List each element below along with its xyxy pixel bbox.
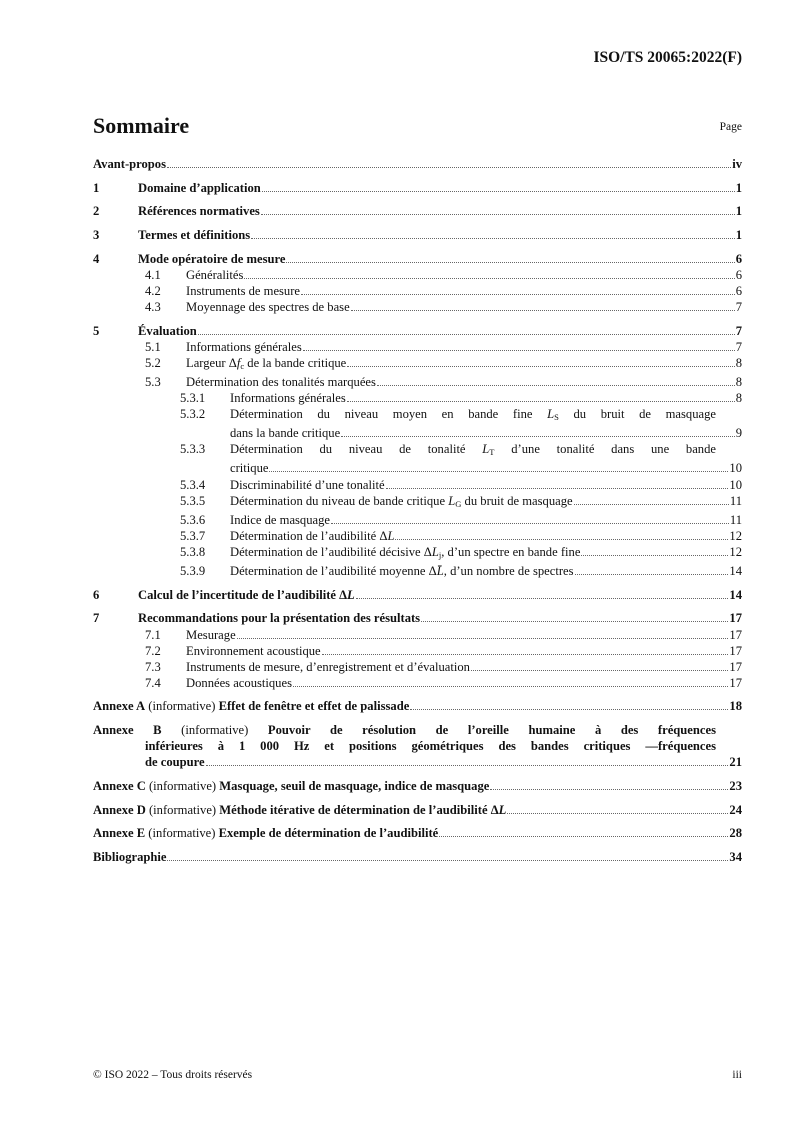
toc-entry-number: 5.1: [145, 339, 161, 354]
toc-entry[interactable]: [93, 323, 742, 339]
toc-entry[interactable]: [93, 849, 742, 865]
toc-entry-number: 5: [93, 323, 100, 338]
toc-entry-title: [186, 374, 376, 390]
title-text: Détermination des tonalités marquées: [186, 375, 376, 389]
toc-entry[interactable]: [93, 659, 742, 675]
toc-entry-title: [145, 754, 205, 770]
dot-leader: [331, 523, 729, 524]
dot-leader: [301, 294, 735, 295]
dot-leader: [421, 621, 728, 622]
toc-entry[interactable]: [93, 610, 742, 626]
toc-entry[interactable]: [93, 227, 742, 243]
math-symbol: L: [498, 802, 507, 817]
footer-copyright: © ISO 2022 – Tous droits réservés: [93, 1069, 253, 1081]
toc-entry[interactable]: [93, 374, 742, 390]
dot-leader: [251, 238, 735, 239]
toc-page-number: 1: [735, 204, 742, 219]
title-text: Avant-propos: [93, 157, 167, 171]
toc-page-number: 17: [729, 611, 742, 626]
toc-entry-title: [230, 528, 394, 544]
table-of-contents: [93, 156, 742, 865]
toc-page-number: 9: [735, 426, 742, 441]
math-symbol: L: [482, 442, 490, 457]
document-id: ISO/TS 20065:2022(F): [593, 49, 742, 66]
toc-entry-number: 5.3: [145, 375, 161, 389]
math-subscript: c: [240, 360, 245, 371]
title-text: du bruit de masquage: [461, 493, 573, 508]
title-text: Discriminabilité d’une tonalité: [230, 477, 385, 492]
toc-entry-number: 5.3.8: [180, 544, 206, 559]
title-text: du bruit de masquage: [558, 407, 716, 422]
dot-leader: [262, 191, 735, 192]
toc-page-number: 6: [735, 267, 742, 282]
math-symbol: L: [387, 528, 395, 543]
title-text: Détermination du niveau moyen en bande fine: [230, 407, 548, 422]
toc-entry[interactable]: [93, 722, 742, 770]
title-text: Exemple de détermination de l’audibilité: [218, 826, 439, 841]
dot-leader: [581, 555, 728, 556]
title-text: de la bande critique: [244, 355, 347, 370]
toc-entry-title: [186, 659, 470, 675]
toc-entry-title: [138, 180, 261, 196]
toc-entry-number: 4.1: [145, 267, 161, 282]
dot-leader: [351, 310, 735, 311]
toc-page-number: 10: [729, 461, 742, 476]
toc-entry-title: [230, 512, 330, 528]
toc-page-number: 7: [735, 339, 742, 354]
toc-entry-number: 5.3.3: [180, 442, 206, 457]
toc-entry-title: [145, 739, 716, 753]
title-text: Pouvoir de résolution de l’oreille humaine à des fréquences: [267, 723, 716, 738]
title-text: Informations générales: [230, 391, 346, 406]
toc-entry-title: [186, 355, 346, 374]
toc-entry[interactable]: [93, 441, 742, 476]
toc-entry-number: 5.3.7: [180, 528, 206, 543]
title-text: Mode opératoire de mesure: [138, 251, 286, 266]
toc-entry-title: [93, 698, 409, 714]
toc-entry-number: 5.3.4: [180, 477, 206, 492]
title-text: Détermination de l’audibilité moyenne Δ: [230, 564, 437, 579]
dot-leader: [322, 654, 729, 655]
dot-leader: [574, 504, 729, 505]
toc-page-number: 28: [729, 826, 742, 841]
toc-entry-title: [93, 723, 716, 737]
toc-entry-number: 5.2: [145, 355, 161, 370]
toc-entry-number: 5.3.2: [180, 407, 206, 422]
annex-label: Annexe A: [93, 699, 146, 714]
dot-leader: [198, 334, 735, 335]
toc-entry-number: 7.2: [145, 643, 161, 658]
title-text: Mesurage: [186, 627, 236, 642]
toc-entry[interactable]: [93, 355, 742, 374]
toc-entry-number: 7: [93, 611, 100, 626]
annex-type: (informative): [161, 723, 268, 738]
toc-entry-title: [93, 156, 166, 172]
toc-page-number: 1: [735, 228, 742, 243]
toc-page-number: 14: [729, 587, 742, 602]
title-text: Instruments de mesure: [186, 283, 301, 298]
toc-entry[interactable]: [93, 512, 742, 528]
toc-entry-title: [93, 778, 489, 794]
dot-leader: [439, 836, 728, 837]
toc-page-number: 23: [729, 779, 742, 794]
annex-label: Annexe E: [93, 826, 146, 841]
toc-entry-title: [230, 477, 385, 493]
math-symbol: L: [547, 407, 555, 422]
title-text: Évaluation: [138, 323, 197, 338]
toc-page-number: 17: [729, 659, 742, 674]
annex-type: (informative): [145, 802, 220, 817]
toc-page-number: 8: [735, 391, 742, 406]
math-subscript: j: [438, 549, 442, 560]
toc-entry-title: [230, 407, 716, 421]
title-text: Effet de fenêtre et effet de palissade: [218, 699, 410, 714]
dot-leader: [167, 167, 731, 168]
toc-page-number: 12: [729, 544, 742, 559]
toc-entry-title: [186, 675, 292, 691]
toc-entry-title: [230, 563, 574, 579]
toc-page-number: 1: [735, 180, 742, 195]
toc-entry[interactable]: [93, 493, 742, 512]
toc-entry-title: [186, 627, 236, 643]
toc-entry-title: [186, 283, 300, 299]
toc-entry[interactable]: [93, 156, 742, 172]
title-text: de coupure: [145, 755, 205, 770]
toc-entry[interactable]: [93, 528, 742, 544]
toc-page-number: 10: [729, 477, 742, 492]
toc-entry[interactable]: [93, 587, 742, 603]
toc-entry[interactable]: [93, 299, 742, 315]
dot-leader: [206, 765, 729, 766]
page-title: Sommaire: [93, 113, 190, 138]
toc-entry[interactable]: [93, 825, 742, 841]
math-symbol: L: [448, 493, 456, 508]
toc-entry-title: [138, 587, 355, 603]
toc-entry-number: 5.3.1: [180, 391, 206, 406]
dot-leader: [347, 366, 734, 367]
toc-page-number: 21: [729, 755, 742, 770]
toc-entry-number: 4: [93, 251, 100, 266]
toc-entry[interactable]: [93, 203, 742, 219]
dot-leader: [507, 813, 728, 814]
dot-leader: [410, 709, 728, 710]
toc-entry-number: 5.3.9: [180, 564, 206, 579]
title-text: dans la bande critique: [230, 426, 341, 441]
page-column-label: Page: [719, 121, 742, 133]
toc-entry-number: 6: [93, 587, 100, 602]
toc-entry-title: [186, 267, 243, 283]
toc-page-number: 8: [735, 355, 742, 370]
title-text: Termes et définitions: [138, 228, 251, 243]
toc-entry-title: [138, 203, 260, 219]
toc-page-number: 11: [729, 512, 742, 527]
toc-page-number: 24: [729, 802, 742, 817]
toc-page-number: 18: [729, 699, 742, 714]
math-subscript: T: [489, 447, 495, 458]
dot-leader: [341, 436, 735, 437]
toc-entry-title: [93, 849, 166, 865]
title-text: d’une tonalité dans une bande: [494, 442, 716, 457]
dot-leader: [261, 214, 735, 215]
toc-entry[interactable]: [93, 675, 742, 691]
toc-entry-number: 4.2: [145, 283, 161, 298]
toc-entry-title: [230, 390, 346, 406]
toc-entry-title: [93, 802, 506, 818]
toc-entry[interactable]: [93, 544, 742, 563]
title-text: Détermination de l’audibilité Δ: [230, 528, 388, 543]
math-symbol: f: [236, 355, 241, 370]
toc-page-number: 17: [729, 675, 742, 690]
title-text: critique: [230, 461, 269, 476]
title-text: Instruments de mesure, d’enregistrement et d’évaluation: [186, 659, 470, 674]
title-text: Références normatives: [138, 204, 260, 219]
toc-entry[interactable]: [93, 563, 742, 579]
toc-entry-title: [230, 425, 340, 441]
footer-page-number: iii: [732, 1069, 742, 1081]
toc-entry-title: [230, 442, 716, 456]
dot-leader: [395, 539, 728, 540]
toc-entry[interactable]: [93, 643, 742, 659]
math-subscript: S: [554, 412, 559, 423]
toc-entry[interactable]: [93, 390, 742, 406]
dot-leader: [575, 574, 729, 575]
toc-entry-title: [186, 339, 302, 355]
toc-entry[interactable]: [93, 267, 742, 283]
dot-leader: [237, 638, 729, 639]
title-text: inférieures à 1 000 Hz et positions géométriques des bandes critiques —fréquences: [145, 739, 716, 754]
title-text: Données acoustiques: [186, 675, 292, 690]
toc-entry[interactable]: [93, 477, 742, 493]
dot-leader: [303, 350, 735, 351]
dot-leader: [356, 598, 729, 599]
annex-type: (informative): [145, 699, 219, 714]
toc-page-number: 7: [735, 300, 742, 315]
title-text: Généralités: [186, 267, 244, 282]
toc-entry-title: [230, 493, 573, 512]
title-text: Détermination de l’audibilité décisive Δ: [230, 544, 432, 559]
toc-entry-title: [230, 544, 580, 563]
toc-entry[interactable]: [93, 251, 742, 267]
toc-page-number: 34: [729, 850, 742, 865]
dot-leader: [347, 401, 735, 402]
title-text: Bibliographie: [93, 850, 167, 865]
toc-page-number: 7: [735, 323, 742, 338]
toc-entry-title: [186, 299, 350, 315]
title-text: Environnement acoustique: [186, 643, 321, 658]
title-text: Moyennage des spectres de base: [186, 300, 350, 315]
toc-entry[interactable]: [93, 802, 742, 818]
dot-leader: [269, 471, 728, 472]
toc-page-number: 11: [729, 493, 742, 508]
dot-leader: [293, 686, 728, 687]
toc-page-number: 14: [729, 564, 742, 579]
toc-page-number: 17: [729, 643, 742, 658]
toc-entry-title: [138, 610, 420, 626]
toc-entry-number: 2: [93, 204, 100, 219]
title-text: Méthode itérative de détermination de l’audibilité Δ: [219, 802, 499, 817]
dot-leader: [244, 278, 734, 279]
toc-entry-number: 7.4: [145, 675, 161, 690]
math-symbol: L: [431, 544, 439, 559]
annex-label: Annexe B: [93, 723, 162, 738]
math-symbol: L: [347, 587, 355, 602]
toc-page-number: 17: [729, 627, 742, 642]
title-text: Détermination du niveau de tonalité: [230, 442, 483, 457]
dot-leader: [167, 860, 728, 861]
toc-entry-title: [93, 825, 438, 841]
title-text: Domaine d’application: [138, 180, 261, 195]
title-text: Indice de masquage: [230, 512, 331, 527]
toc-entry-title: [230, 460, 268, 476]
toc-page-number: 6: [735, 283, 742, 298]
toc-page-number: iv: [732, 157, 742, 171]
toc-entry[interactable]: [93, 283, 742, 299]
toc-page-number: 12: [729, 528, 742, 543]
toc-entry-number: 3: [93, 228, 100, 243]
toc-entry-number: 4.3: [145, 300, 161, 315]
title-text: Informations générales: [186, 339, 302, 354]
toc-entry[interactable]: [93, 778, 742, 794]
title-text: Détermination du niveau de bande critique: [230, 493, 449, 508]
toc-entry-title: [138, 251, 285, 267]
toc-entry[interactable]: [93, 406, 742, 441]
dot-leader: [490, 789, 728, 790]
toc-entry-number: 5.3.5: [180, 493, 206, 508]
toc-page-number: 6: [735, 251, 742, 266]
title-text: Largeur Δ: [186, 355, 237, 370]
annex-label: Annexe D: [93, 802, 146, 817]
title-text: , d’un spectre en bande fine: [441, 544, 581, 559]
dot-leader: [377, 385, 735, 386]
title-text: , d’un nombre de spectres: [443, 564, 574, 579]
dot-leader: [471, 670, 728, 671]
toc-entry[interactable]: [93, 180, 742, 196]
title-text: Calcul de l’incertitude de l’audibilité Δ: [138, 587, 348, 602]
toc-entry-title: [186, 643, 321, 659]
annex-label: Annexe C: [93, 779, 146, 794]
annex-type: (informative): [145, 779, 220, 794]
toc-entry-number: 7.1: [145, 627, 161, 642]
toc-entry[interactable]: [93, 627, 742, 643]
toc-entry-number: 7.3: [145, 659, 161, 674]
math-subscript: G: [455, 498, 462, 509]
toc-entry-title: [138, 323, 197, 339]
dot-leader: [286, 262, 734, 263]
toc-entry[interactable]: [93, 339, 742, 355]
title-text: Masquage, seuil de masquage, indice de masquage: [219, 779, 490, 794]
toc-entry-number: 5.3.6: [180, 512, 206, 527]
dot-leader: [386, 488, 729, 489]
annex-type: (informative): [145, 826, 219, 841]
toc-entry-title: [138, 227, 250, 243]
math-symbol: L̄: [436, 564, 444, 579]
title-text: Recommandations pour la présentation des résultats: [138, 611, 421, 626]
toc-entry-number: 1: [93, 180, 100, 195]
toc-entry[interactable]: [93, 698, 742, 714]
toc-page-number: 8: [735, 375, 742, 389]
